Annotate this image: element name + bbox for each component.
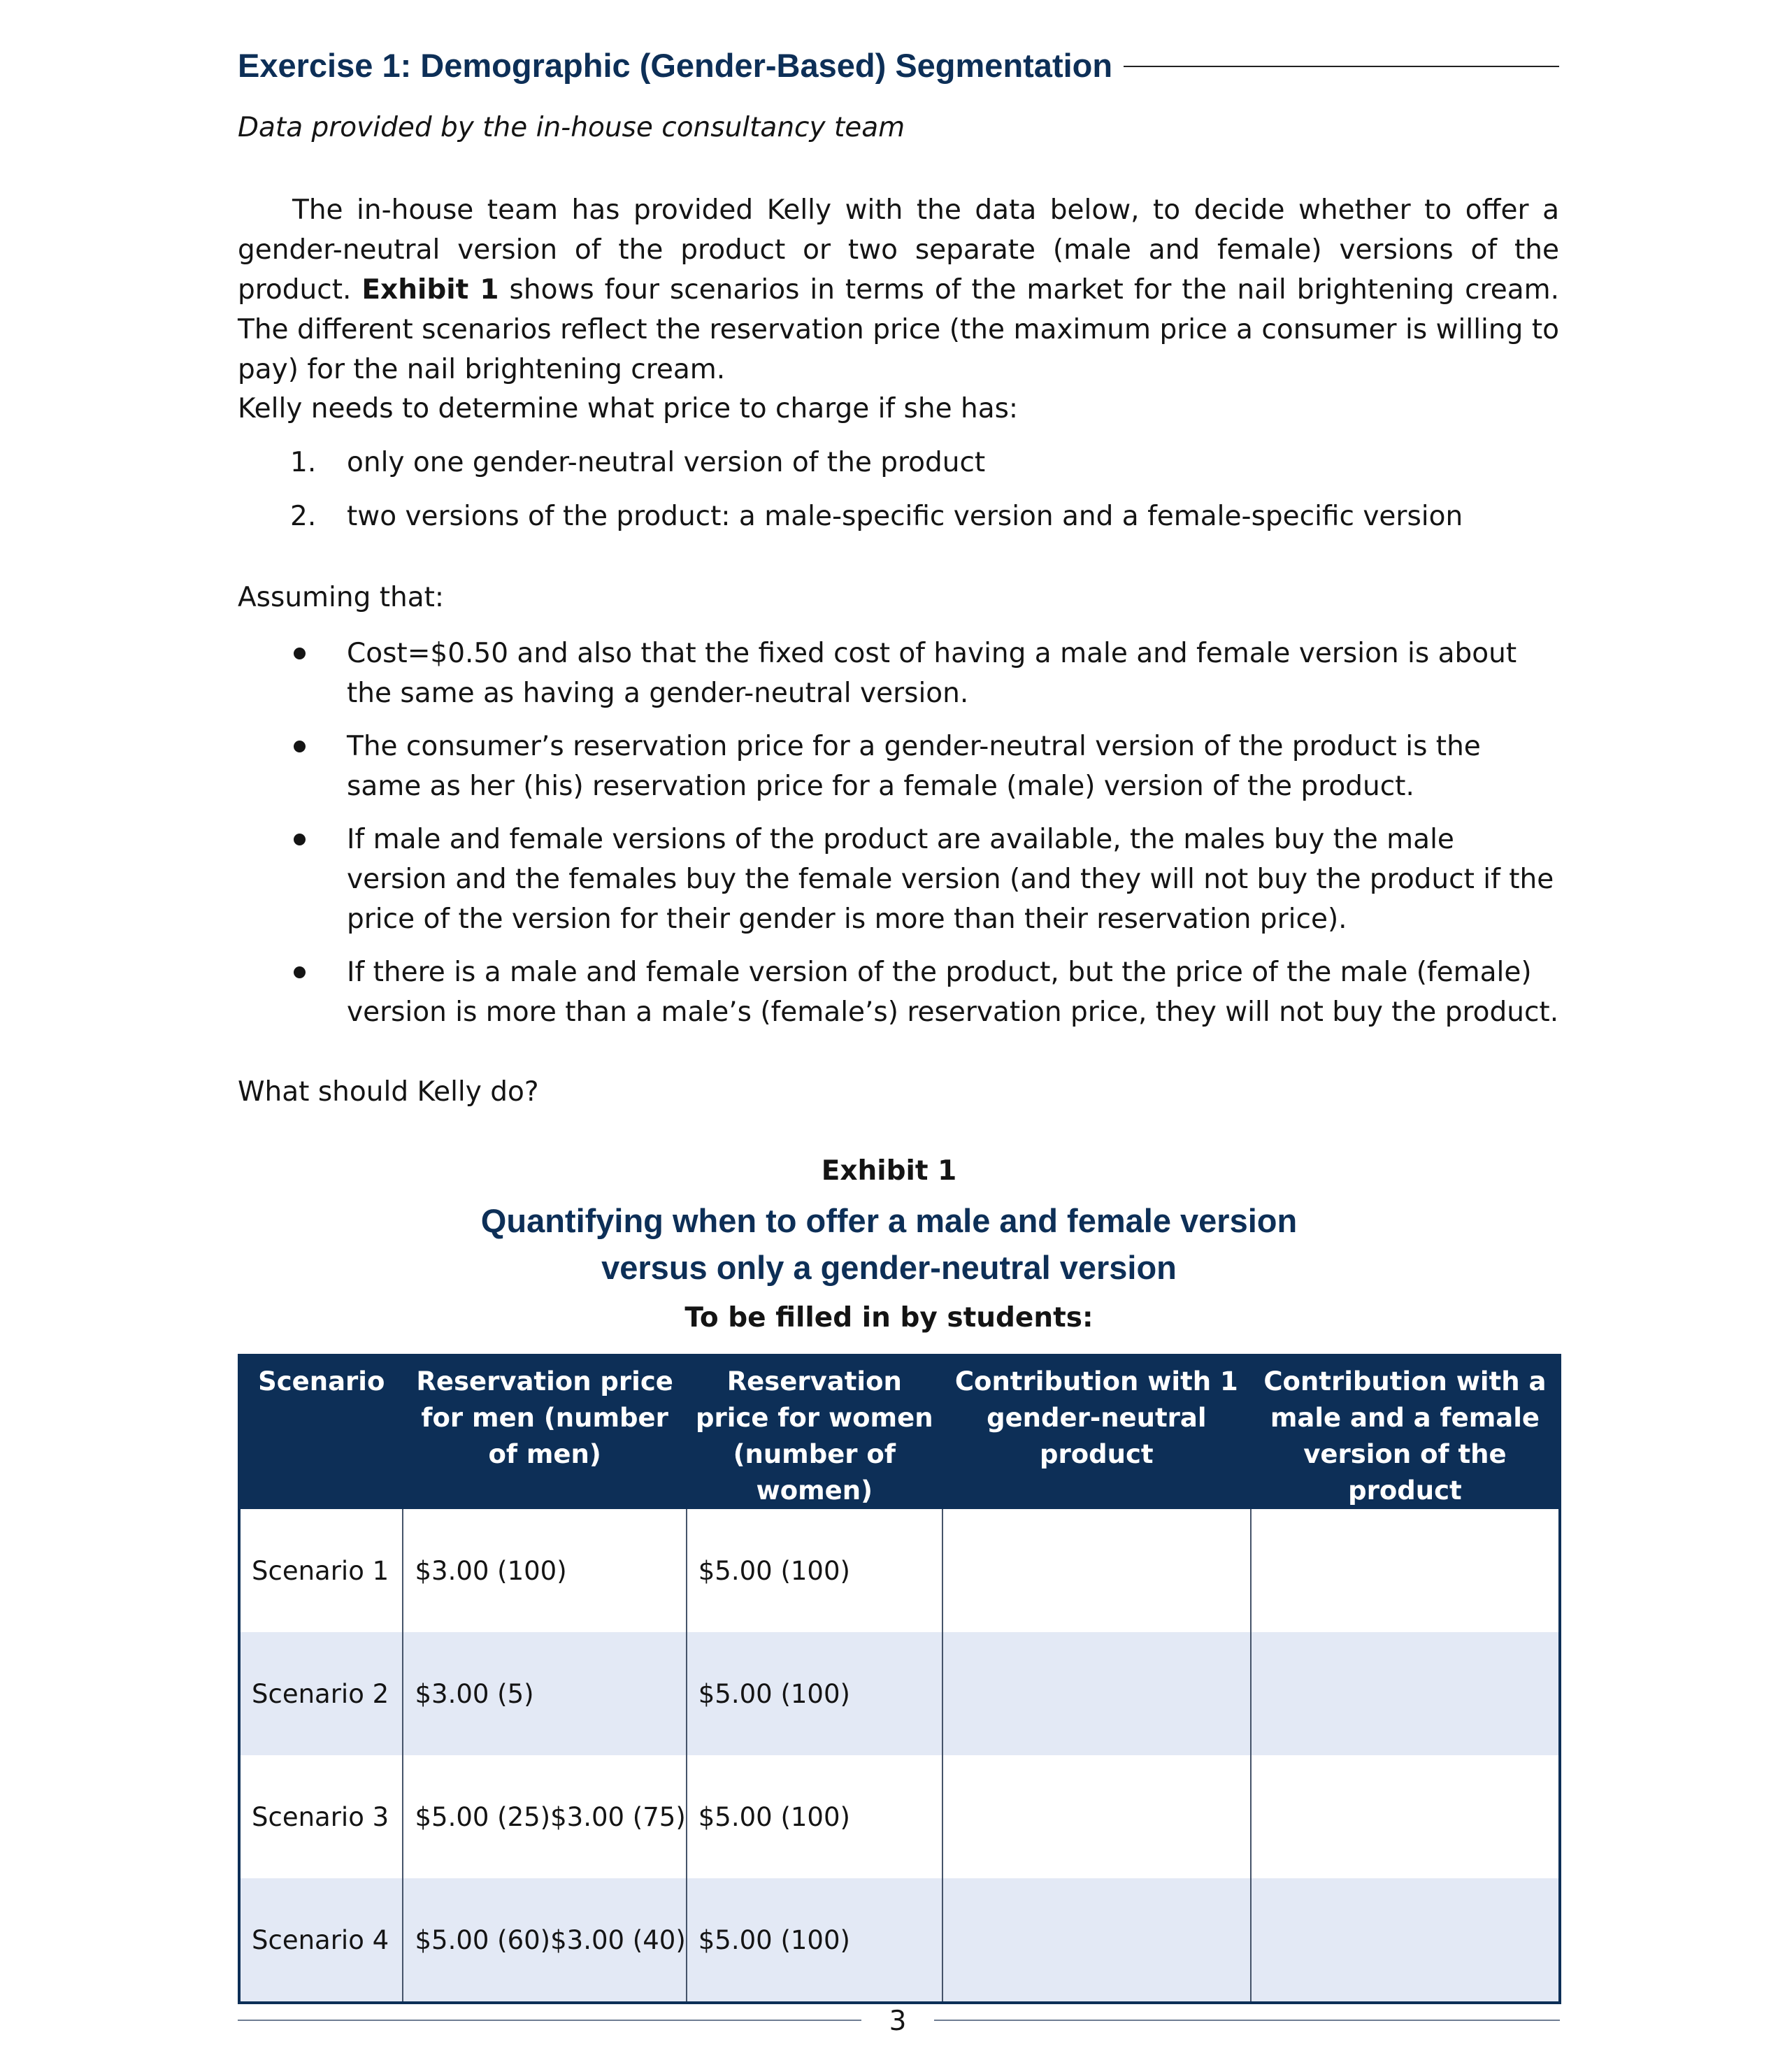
men-price-cell: $5.00 (25)$3.00 (75): [403, 1755, 686, 1878]
bullet-dot: [294, 966, 306, 978]
assumption-item: If there is a male and female version of the product, but the price of the male (female) version is more than a male’s (female’s) reservation price, they will not buy the product.: [347, 957, 1559, 1028]
column-header-split-contribution: Contribution with a male and a female version of the product: [1251, 1355, 1560, 1509]
women-price-cell: $5.00 (100): [687, 1509, 942, 1632]
bullet-dot: [294, 648, 306, 659]
neutral-contribution-cell: [942, 1509, 1251, 1632]
numbered-item-1: only one gender-neutral version of the product: [347, 447, 986, 478]
assumption-item: Cost=$0.50 and also that the fixed cost of having a male and female version is about the same as having a gender-neutral version.: [347, 638, 1517, 709]
numbered-item-2-number: 2.: [290, 501, 317, 532]
table-row: [239, 1878, 1560, 2003]
scenario-cell: Scenario 3: [239, 1755, 403, 1878]
assumption-item: If male and female versions of the product are available, the males buy the male version and the females buy the female version (and they will not buy the product if the price of the version for their gender is more than their reservation price).: [347, 824, 1554, 935]
scenario-cell: Scenario 1: [239, 1509, 403, 1632]
footer-rule-left: [238, 2020, 861, 2021]
bullet-dot: [294, 834, 306, 845]
men-price-cell: $3.00 (5): [403, 1632, 686, 1755]
heading-rule: [1124, 66, 1559, 67]
intro-text-before: The in-house team has provided Kelly with the data below, to decide whether to offer a gender-neutral version of the product or two separate (male and female) versions of the product.: [238, 194, 1559, 306]
men-price-cell: $3.00 (100): [403, 1509, 686, 1632]
table-header-row: [239, 1355, 1560, 1509]
split-contribution-cell: [1251, 1755, 1560, 1878]
heading-text: Exercise 1: Demographic (Gender-Based) Segmentation: [238, 46, 1113, 84]
column-header-neutral-contribution: Contribution with 1 gender-neutral product: [942, 1355, 1251, 1509]
closing-question: What should Kelly do?: [238, 1076, 539, 1108]
split-contribution-cell: [1251, 1509, 1560, 1632]
neutral-contribution-cell: [942, 1632, 1251, 1755]
neutral-contribution-cell: [942, 1755, 1251, 1878]
men-price-cell: $5.00 (60)$3.00 (40): [403, 1878, 686, 2003]
column-header-women-price: Reservation price for women (number of women): [687, 1355, 942, 1509]
column-header-scenario: Scenario: [239, 1355, 403, 1509]
women-price-cell: $5.00 (100): [687, 1755, 942, 1878]
exhibit-title-line-2: versus only a gender-neutral version: [601, 1249, 1177, 1286]
women-price-cell: $5.00 (100): [687, 1632, 942, 1755]
split-contribution-cell: [1251, 1878, 1560, 2003]
assumption-item: The consumer’s reservation price for a gender-neutral version of the product is the same as her (his) reservation price for a female (male) version of the product.: [347, 731, 1481, 802]
exhibit-title-line-1: Quantifying when to offer a male and female version: [480, 1202, 1298, 1239]
neutral-contribution-cell: [942, 1878, 1251, 2003]
exercise-heading: [238, 41, 1559, 90]
bullet-dot: [294, 741, 306, 752]
intro-exhibit-ref: Exhibit 1: [361, 274, 499, 306]
table-row: [239, 1632, 1560, 1755]
question-lead: Kelly needs to determine what price to charge if she has:: [238, 393, 1019, 424]
numbered-item-1-number: 1.: [290, 447, 317, 478]
column-header-men-price: Reservation price for men (number of men): [403, 1355, 686, 1509]
page-number: 3: [889, 2006, 907, 2037]
table-row: [239, 1755, 1560, 1878]
split-contribution-cell: [1251, 1632, 1560, 1755]
fill-in-label: To be filled in by students:: [684, 1302, 1094, 1334]
assuming-label: Assuming that:: [238, 582, 445, 613]
scenario-cell: Scenario 2: [239, 1632, 403, 1755]
scenario-cell: Scenario 4: [239, 1878, 403, 2003]
footer-rule-right: [934, 2020, 1560, 2021]
exhibit-table: [238, 1354, 1561, 2004]
intro-paragraph: [238, 190, 1559, 390]
numbered-item-2: two versions of the product: a male-specific version and a female-specific version: [347, 501, 1463, 532]
exhibit-title: [0, 1197, 1778, 1291]
table-row: [239, 1509, 1560, 1632]
exhibit-label: Exhibit 1: [821, 1155, 957, 1187]
subtitle: Data provided by the in-house consultancy team: [238, 112, 905, 143]
women-price-cell: $5.00 (100): [687, 1878, 942, 2003]
intro-text-after: shows four scenarios in terms of the market for the nail brightening cream. The different scenarios reflect the reservation price (the maximum price a consumer is willing to pay) for the nail brightening cream.: [238, 274, 1560, 385]
